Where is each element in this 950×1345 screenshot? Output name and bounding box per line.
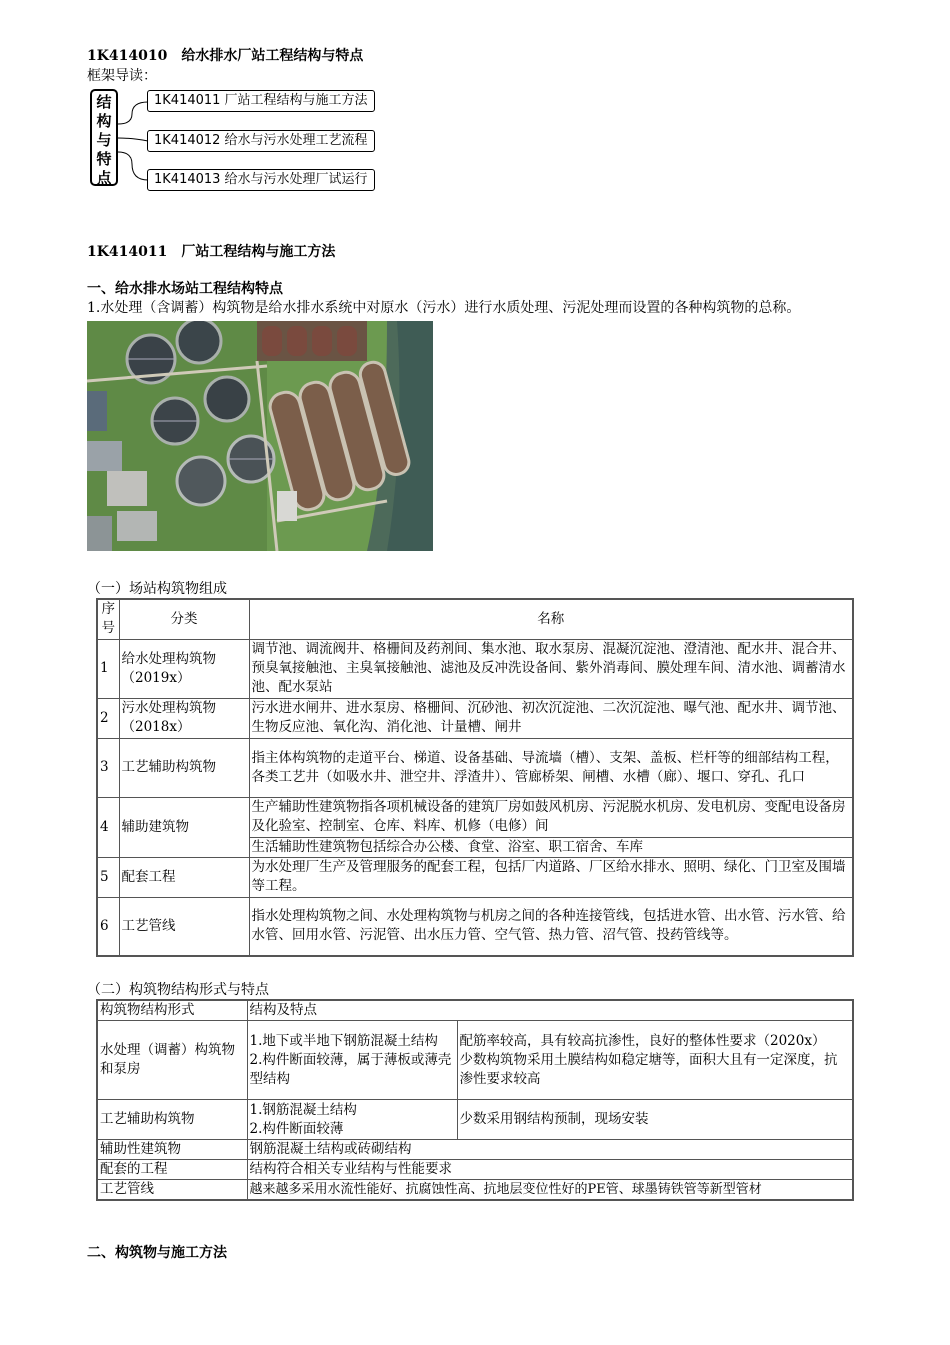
framework-label: 框架导读：: [87, 68, 157, 84]
section-heading-2: [87, 241, 335, 261]
table-row: [97, 1160, 853, 1180]
table-row: [97, 1021, 853, 1100]
table-row: [97, 1140, 853, 1160]
row-structure: 1.地下或半地下钢筋混凝土结构 2.构件断面较薄，属于薄板或薄壳型结构: [247, 1021, 457, 1100]
row-names: 污水进水闸井、进水泵房、格栅间、沉砂池、初次沉淀池、二次沉淀池、曝气池、配水井、调节池、生物反应池、氧化沟、消化池、计量槽、闸井: [249, 698, 853, 738]
header-no: 序号: [97, 599, 119, 639]
table1-caption: （一）场站构筑物组成: [87, 581, 227, 597]
table-row: [97, 797, 853, 837]
framework-root-box: [90, 89, 118, 186]
part2-heading: 二、构筑物与施工方法: [87, 1245, 227, 1261]
header-form: 构筑物结构形式: [97, 1000, 247, 1021]
table-row: [97, 698, 853, 738]
framework-root-char: 与: [96, 131, 112, 149]
row-features: 越来越多采用水流性能好、抗腐蚀性高、抗地层变位性好的PE管、球墨铸铁管等新型管材: [247, 1180, 853, 1201]
header-category: 分类: [119, 599, 249, 639]
section-code: 1K414010: [87, 48, 168, 64]
header-names: 名称: [249, 599, 853, 639]
row-names: 调节池、调流阀井、格栅间及药剂间、集水池、取水泵房、混凝沉淀池、澄清池、配水井、混合井、预臭氧接触池、主臭氧接触池、滤池及反冲洗设备间、紫外消毒间、膜处理车间、清水池、调蓄清水池、配水泵站: [249, 639, 853, 698]
table-row: [97, 857, 853, 897]
structures-composition-table: [96, 598, 854, 957]
row-category: 工艺辅助构筑物: [97, 1100, 247, 1140]
row-category: 工艺管线: [97, 1180, 247, 1201]
row-names: 指主体构筑物的走道平台、梯道、设备基础、导流墙（槽）、支架、盖板、栏杆等的细部结构工程，各类工艺井（如吸水井、泄空井、浮渣井）、管廊桥架、闸槽、水槽（廊）、堰口、穿孔、孔口: [249, 738, 853, 797]
framework-root-char: 结: [96, 93, 112, 111]
row-no: 4: [97, 797, 119, 857]
table2-caption: （二）构筑物结构形式与特点: [87, 982, 269, 998]
row-names: 指水处理构筑物之间、水处理构筑物与机房之间的各种连接管线，包括进水管、出水管、污水管、给水管、回用水管、污泥管、出水压力管、空气管、热力管、沼气管、投药管线等。: [249, 897, 853, 956]
framework-root-char: 特: [96, 150, 112, 168]
plant-aerial-photo: [87, 321, 433, 551]
framework-node-3: 1K414013 给水与污水处理厂试运行: [147, 169, 375, 191]
part1-paragraph: 1.水处理（含调蓄）构筑物是给水排水系统中对原水（污水）进行水质处理、污泥处理而设置的各种构筑物的总称。: [87, 300, 801, 316]
structure-forms-table: [96, 999, 854, 1201]
table-row: [97, 738, 853, 797]
framework-root-char: 点: [96, 169, 112, 187]
row-names: 为水处理厂生产及管理服务的配套工程，包括厂内道路、厂区给水排水、照明、绿化、门卫室及围墙等工程。: [249, 857, 853, 897]
row-features: 钢筋混凝土结构或砖砌结构: [247, 1140, 853, 1160]
row-category: 工艺辅助构筑物: [119, 738, 249, 797]
framework-root-char: 构: [96, 112, 112, 130]
section-code: 1K414011: [87, 244, 168, 260]
section-title: 给水排水厂站工程结构与特点: [181, 48, 364, 64]
row-names: 生产辅助性建筑物指各项机械设备的建筑厂房如鼓风机房、污泥脱水机房、发电机房、变配电设备房及化验室、控制室、仓库、料库、机修（电修）间: [249, 797, 853, 837]
row-names: 生活辅助性建筑物包括综合办公楼、食堂、浴室、职工宿舍、车库: [249, 837, 853, 857]
section-heading-1: [87, 45, 363, 65]
framework-node-1: 1K414011 厂站工程结构与施工方法: [147, 90, 375, 112]
row-no: 1: [97, 639, 119, 698]
row-category: 配套工程: [119, 857, 249, 897]
framework-node-2: 1K414012 给水与污水处理工艺流程: [147, 130, 375, 152]
row-category: 污水处理构筑物（2018x）: [119, 698, 249, 738]
row-no: 5: [97, 857, 119, 897]
row-category: 辅助性建筑物: [97, 1140, 247, 1160]
row-category: 配套的工程: [97, 1160, 247, 1180]
table-row: [97, 639, 853, 698]
section-title: 厂站工程结构与施工方法: [181, 244, 336, 260]
table-row: [97, 897, 853, 956]
row-category: 给水处理构筑物（2019x）: [119, 639, 249, 698]
row-category: 辅助建筑物: [119, 797, 249, 857]
framework-connectors: [118, 88, 150, 188]
row-no: 3: [97, 738, 119, 797]
row-structure: 1.钢筋混凝土结构 2.构件断面较薄: [247, 1100, 457, 1140]
table-row: [97, 1180, 853, 1201]
row-no: 2: [97, 698, 119, 738]
row-features: 配筋率较高，具有较高抗渗性，良好的整体性要求（2020x） 少数构筑物采用土膜结构如稳定塘等，面积大且有一定深度，抗渗性要求较高: [457, 1021, 853, 1100]
table-row: [97, 1100, 853, 1140]
row-category: 工艺管线: [119, 897, 249, 956]
row-features: 结构符合相关专业结构与性能要求: [247, 1160, 853, 1180]
header-features: 结构及特点: [247, 1000, 853, 1021]
row-category: 水处理（调蓄）构筑物和泵房: [97, 1021, 247, 1100]
row-features: 少数采用钢结构预制，现场安装: [457, 1100, 853, 1140]
row-no: 6: [97, 897, 119, 956]
part1-heading: 一、给水排水场站工程结构特点: [87, 281, 283, 297]
